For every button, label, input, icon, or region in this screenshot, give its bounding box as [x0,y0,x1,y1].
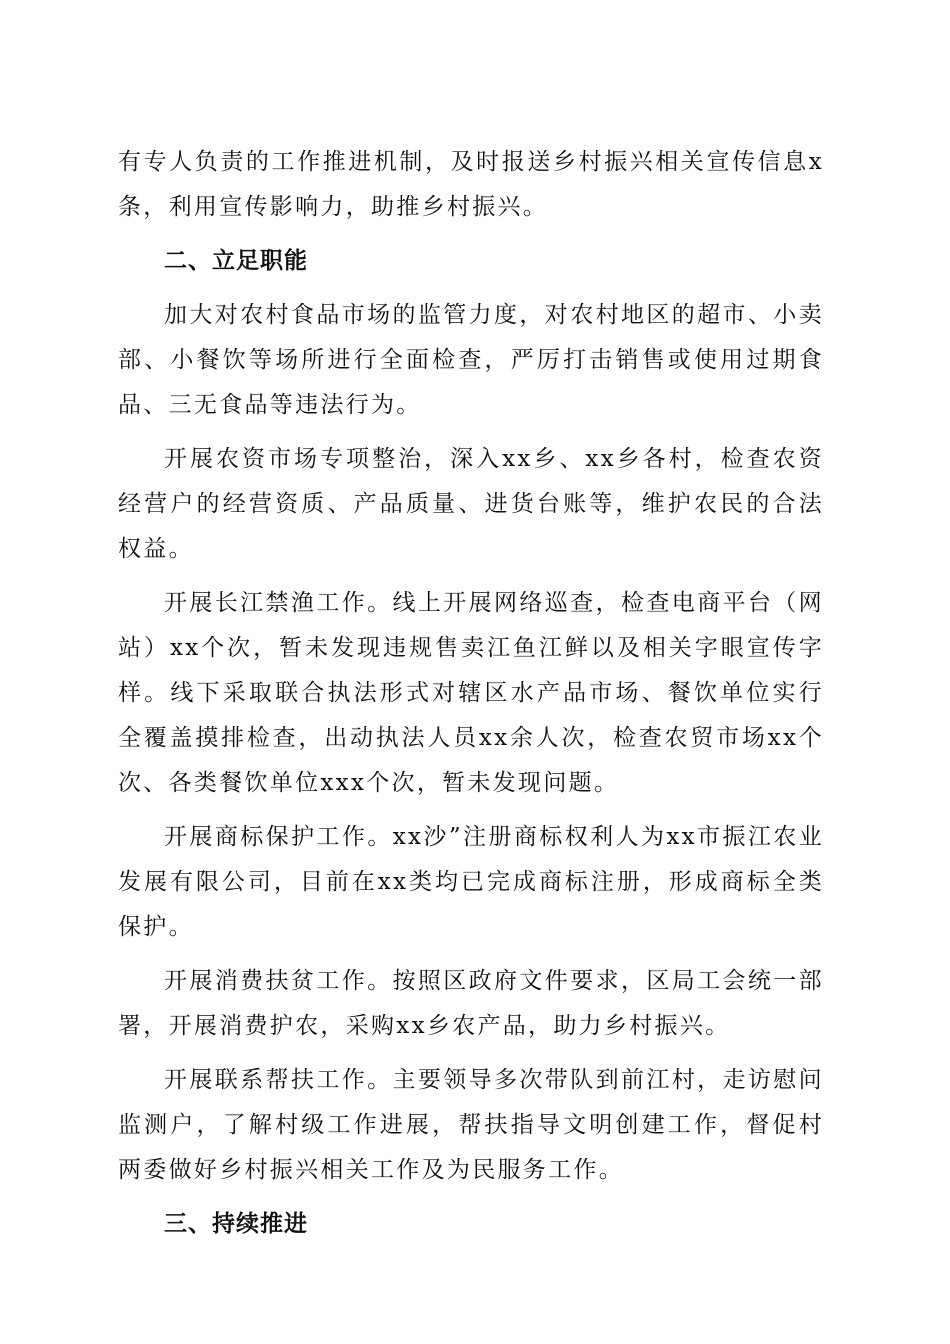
paragraph-assistance-work: 开展联系帮扶工作。主要领导多次带队到前江村，走访慰问监测户，了解村级工作进展，帮扶指导文明创建工作，督促村两委做好乡村振兴相关工作及为民服务工作。 [118,1067,824,1183]
paragraph-agri-supplies: 开展农资市场专项整治，深入xx乡、xx乡各村，检查农资经营户的经营资质、产品质量、进货台账等，维护农民的合法权益。 [118,446,824,562]
paragraph-yangtze-fishing-ban: 开展长江禁渔工作。线上开展网络巡查，检查电商平台（网站）xx个次，暂未发现违规售卖江鱼江鲜以及相关字眼宣传字样。线下采取联合执法形式对辖区水产品市场、餐饮单位实行全覆盖摸排检查，出动执法人员xx余人次，检查农贸市场xx个次、各类餐饮单位xxx个次，暂未发现问题。 [118,590,824,796]
document-page [118,140,824,1256]
paragraph-continuation: 有专人负责的工作推进机制，及时报送乡村振兴相关宣传信息x条，利用宣传影响力，助推乡村振兴。 [118,149,824,220]
paragraph-consumption-poverty: 开展消费扶贫工作。按照区政府文件要求，区局工会统一部署，开展消费护农，采购xx乡农产品，助力乡村振兴。 [118,968,824,1039]
section-heading-3: 三、持续推进 [164,1211,308,1237]
paragraph-food-market: 加大对农村食品市场的监管力度，对农村地区的超市、小卖部、小餐饮等场所进行全面检查，严厉打击销售或使用过期食品、三无食品等违法行为。 [118,302,824,418]
section-heading-2: 二、立足职能 [164,248,308,274]
paragraph-trademark-protection: 开展商标保护工作。xx沙”注册商标权利人为xx市振江农业发展有限公司，目前在xx类均已完成商标注册，形成商标全类保护。 [118,824,824,940]
